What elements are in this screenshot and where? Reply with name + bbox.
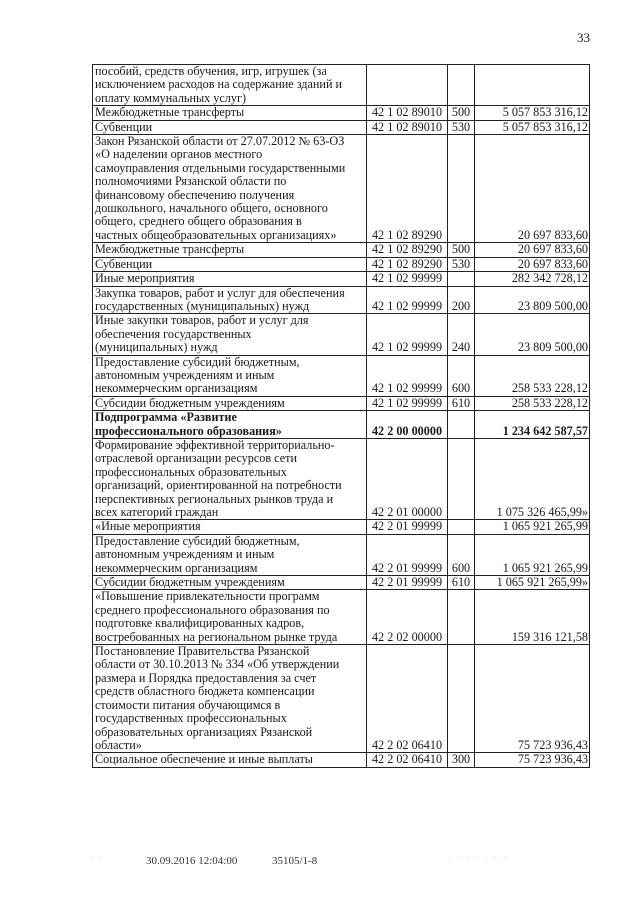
row-amount [475, 65, 590, 106]
scan-smudge: · · [90, 853, 105, 863]
row-expense-type: 500 [448, 106, 475, 120]
row-name: Социальное обеспечение и иные выплаты [93, 753, 367, 767]
table-row [93, 243, 590, 257]
row-code: 42 2 02 06410 [367, 645, 448, 753]
row-code: 42 1 02 99999 [367, 396, 448, 410]
row-amount: 1 234 642 587,57 [475, 411, 590, 439]
row-name: Постановление Правительства Рязанской области от 30.10.2013 № 334 «Об утверждении размера и Порядка предоставления за счет средств областного бюджета компенсации стоимости питания обучающимся в государственных профессиональных образовательных организациях Рязанской области» [93, 645, 367, 753]
row-expense-type: 600 [448, 534, 475, 575]
row-amount: 1 065 921 265,99 [475, 520, 590, 534]
row-code: 42 2 02 06410 [367, 753, 448, 767]
row-expense-type: 600 [448, 355, 475, 396]
row-name: Субсидии бюджетным учреждениям [93, 396, 367, 410]
table-row [93, 590, 590, 645]
row-code: 42 1 02 99999 [367, 286, 448, 314]
table-row [93, 135, 590, 243]
table-row [93, 65, 590, 106]
footer-doc-number: 35105/1-8 [272, 855, 318, 867]
row-name: Предоставление субсидий бюджетным, автономным учреждениям и иным некоммерческим организациям [93, 355, 367, 396]
table-row [93, 534, 590, 575]
table-row [93, 286, 590, 314]
row-name: пособий, средств обучения, игр, игрушек (за исключением расходов на содержание зданий и оплату коммунальных услуг) [93, 65, 367, 106]
row-expense-type: 300 [448, 753, 475, 767]
row-code: 42 2 01 99999 [367, 576, 448, 590]
row-code: 42 1 02 89010 [367, 106, 448, 120]
row-code: 42 1 02 99999 [367, 272, 448, 286]
row-amount: 23 809 500,00 [475, 314, 590, 355]
table-row [93, 645, 590, 753]
footer-date: 30.09.2016 12:04:00 [146, 855, 238, 867]
row-expense-type [448, 65, 475, 106]
row-code: 42 2 02 00000 [367, 590, 448, 645]
row-expense-type: 610 [448, 576, 475, 590]
row-code: 42 2 01 99999 [367, 520, 448, 534]
row-name: Подпрограмма «Развитие профессионального образования» [93, 411, 367, 439]
row-amount: 23 809 500,00 [475, 286, 590, 314]
row-amount: 258 533 228,12 [475, 396, 590, 410]
table-row [93, 120, 590, 134]
row-expense-type [448, 645, 475, 753]
page-number: 33 [577, 30, 590, 45]
table-row [93, 272, 590, 286]
row-amount: 20 697 833,60 [475, 257, 590, 271]
row-amount: 75 723 936,43 [475, 645, 590, 753]
row-name: Субвенции [93, 257, 367, 271]
table-row [93, 411, 590, 439]
row-name: Формирование эффективной территориально- отраслевой организации ресурсов сети профессиональных образовательных организаций, ориентированной на потребности перспективных региональных рынков труда и всех категорий граждан [93, 438, 367, 519]
row-code: 42 2 01 00000 [367, 438, 448, 519]
table-row [93, 314, 590, 355]
row-expense-type [448, 520, 475, 534]
row-amount: 1 065 921 265,99 [475, 534, 590, 575]
table-row [93, 520, 590, 534]
row-expense-type [448, 438, 475, 519]
row-expense-type [448, 272, 475, 286]
row-expense-type: 500 [448, 243, 475, 257]
row-name: Субсидии бюджетным учреждениям [93, 576, 367, 590]
row-expense-type: 200 [448, 286, 475, 314]
row-name: Межбюджетные трансферты [93, 106, 367, 120]
row-name: «Повышение привлекательности программ среднего профессионального образования по подготовке квалифицированных кадров, востребованных на региональном рынке труда [93, 590, 367, 645]
row-amount: 20 697 833,60 [475, 243, 590, 257]
table-row [93, 355, 590, 396]
table-row [93, 396, 590, 410]
row-code: 42 1 02 89290 [367, 135, 448, 243]
row-amount: 159 316 121,58 [475, 590, 590, 645]
row-code: 42 1 02 89010 [367, 120, 448, 134]
budget-table [92, 64, 590, 768]
row-amount: 1 075 326 465,99» [475, 438, 590, 519]
row-expense-type [448, 590, 475, 645]
row-amount: 5 057 853 316,12 [475, 106, 590, 120]
row-code: 42 1 02 99999 [367, 355, 448, 396]
row-name: Предоставление субсидий бюджетным, автономным учреждениям и иным некоммерческим организациям [93, 534, 367, 575]
row-amount: 282 342 728,12 [475, 272, 590, 286]
row-expense-type: 610 [448, 396, 475, 410]
row-amount: 20 697 833,60 [475, 135, 590, 243]
row-expense-type: 530 [448, 257, 475, 271]
scan-smudge: · · · · · · · [448, 853, 509, 863]
row-name: Иные мероприятия [93, 272, 367, 286]
row-code: 42 1 02 99999 [367, 314, 448, 355]
table-row [93, 753, 590, 767]
row-code: 42 2 00 00000 [367, 411, 448, 439]
table-row [93, 438, 590, 519]
row-name: Иные закупки товаров, работ и услуг для обеспечения государственных (муниципальных) нужд [93, 314, 367, 355]
table-row [93, 106, 590, 120]
row-code: 42 1 02 89290 [367, 243, 448, 257]
table-row [93, 257, 590, 271]
row-expense-type [448, 411, 475, 439]
row-name: «Иные мероприятия [93, 520, 367, 534]
row-code: 42 2 01 99999 [367, 534, 448, 575]
row-amount: 5 057 853 316,12 [475, 120, 590, 134]
row-amount: 75 723 936,43 [475, 753, 590, 767]
row-expense-type [448, 135, 475, 243]
row-expense-type: 240 [448, 314, 475, 355]
row-name: Закон Рязанской области от 27.07.2012 № 63-ОЗ «О наделении органов местного самоуправления отдельными государственными полномочиями Рязанской области по финансовому обеспечению получения дошкольного, начального общего, основного общего, среднего общего образования в частных общеобразовательных организациях» [93, 135, 367, 243]
row-code: 42 1 02 89290 [367, 257, 448, 271]
row-expense-type: 530 [448, 120, 475, 134]
row-name: Межбюджетные трансферты [93, 243, 367, 257]
row-amount: 258 533 228,12 [475, 355, 590, 396]
row-code [367, 65, 448, 106]
row-name: Закупка товаров, работ и услуг для обеспечения государственных (муниципальных) нужд [93, 286, 367, 314]
row-amount: 1 065 921 265,99» [475, 576, 590, 590]
row-name: Субвенции [93, 120, 367, 134]
table-row [93, 576, 590, 590]
